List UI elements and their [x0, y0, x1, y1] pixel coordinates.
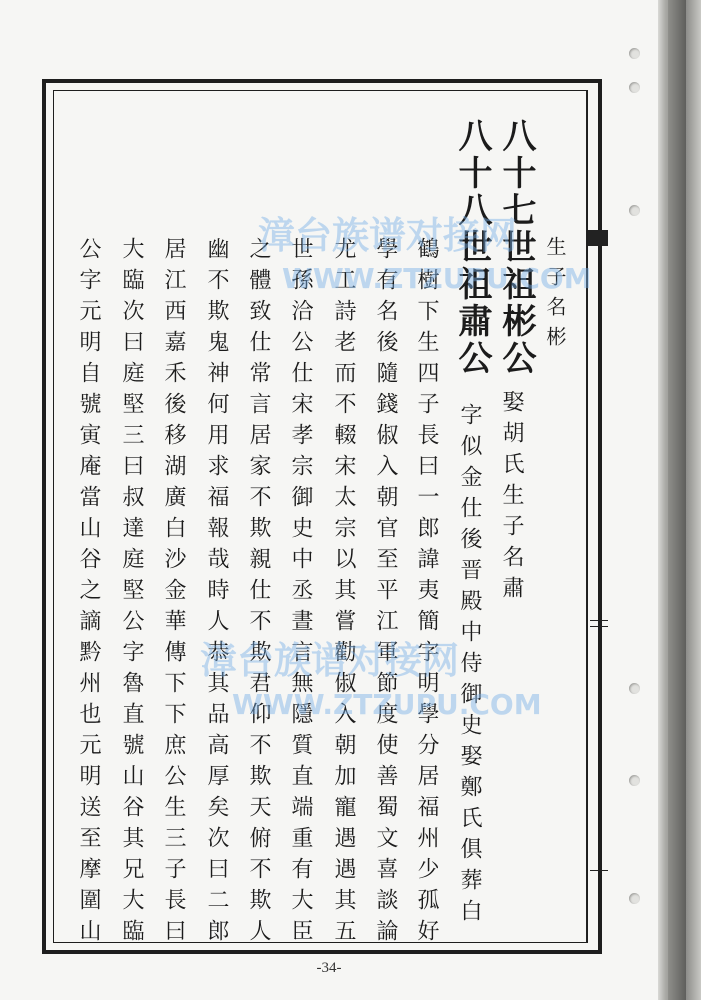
- watermark-text: 漳台族谱对接网: [258, 214, 517, 257]
- margin-rule: [590, 626, 608, 627]
- text-column-12: 公字元明自號寅庵當山谷之謫黔州也元明送至摩圍山: [76, 237, 101, 950]
- fold-margin: [588, 90, 608, 943]
- watermark-url: WWW.ZTZUPU.COM: [282, 262, 592, 295]
- text-column-11: 大臨次曰庭堅三曰叔達庭堅公字魯直號山谷其兄大臨: [119, 237, 144, 950]
- watermark-text: 漳台族谱对接网: [200, 639, 459, 682]
- watermark-url: WWW.ZTZUPU.COM: [232, 688, 542, 721]
- text-column-8: 之體致仕常言居家不欺親仕不欺君仰不欺天俯不欺人: [246, 237, 271, 950]
- text-column-2: 娶胡氏生子名肅: [499, 390, 524, 607]
- text-column-3: 字似金仕後晋殿中侍御史娶鄭氏俱葬白: [457, 403, 482, 930]
- text-column-5: 學有名後隨錢俶入朝官至平江軍節度使善蜀文喜談論: [373, 237, 398, 950]
- center-fold-line: [586, 90, 587, 943]
- margin-rule: [590, 620, 608, 621]
- punch-hole: [629, 48, 640, 59]
- text-column-10: 居江西嘉禾後移湖廣白沙金華傳下下庶公生三子長曰: [161, 237, 186, 950]
- punch-hole: [629, 82, 640, 93]
- binding-shadow: [668, 0, 686, 1000]
- fishtail-mark: [588, 230, 608, 246]
- heading-gen87: 八十七世祖彬公: [496, 118, 536, 377]
- text-column-9: 幽不欺鬼神何用求福報哉時人恭其品高厚矣次曰二郎: [204, 237, 229, 950]
- heading-gen88: 八十八世祖肅公: [452, 118, 492, 377]
- punch-hole: [629, 893, 640, 904]
- page-number: -34-: [316, 960, 342, 976]
- punch-hole: [629, 775, 640, 786]
- text-column-4: 鶴樹下生四子長曰一郎諱夷簡字明學分居福州少孤好: [414, 237, 439, 950]
- margin-rule: [590, 870, 608, 871]
- text-column-1: 生子名彬: [543, 236, 567, 356]
- text-column-7: 世孫洽公仕宋孝宗御史中丞晝言無隱質直端重有大臣: [288, 237, 313, 950]
- text-column-6: 尤工詩老而不輟宋太宗以其嘗勸俶入朝加寵遇遇其五: [331, 237, 356, 950]
- punch-hole: [629, 683, 640, 694]
- punch-hole: [629, 205, 640, 216]
